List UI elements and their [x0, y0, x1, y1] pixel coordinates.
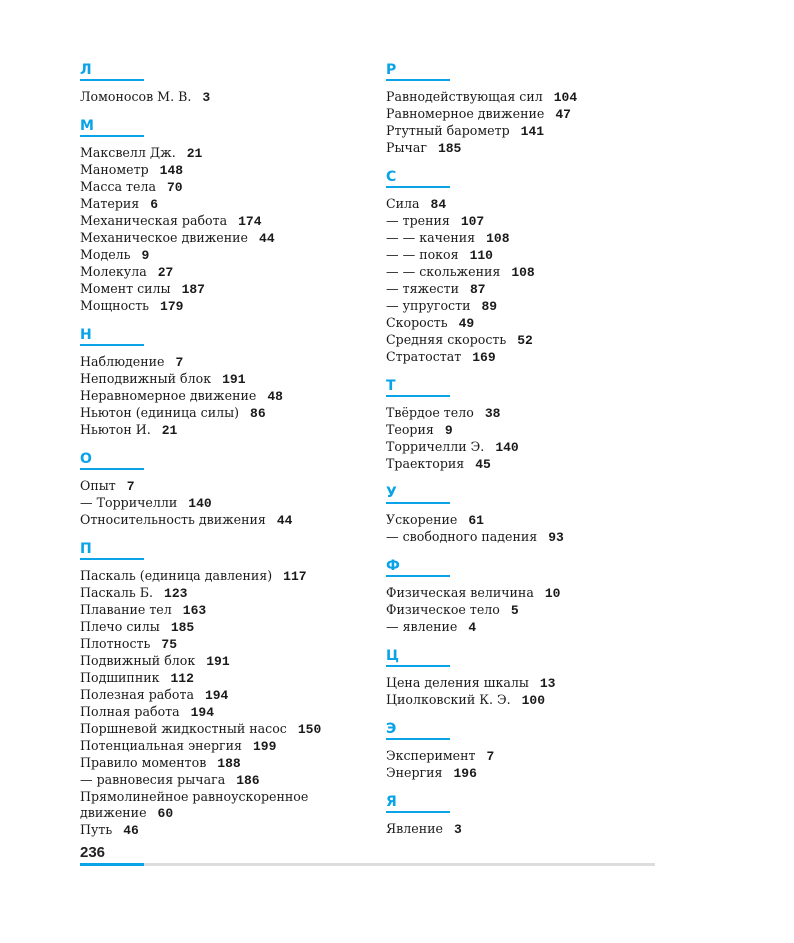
entry-page: 38	[484, 406, 501, 421]
entry-page: 107	[460, 214, 485, 229]
entry-term: Ускорение	[386, 512, 458, 527]
entry-term: Скорость	[386, 315, 448, 330]
index-section	[386, 378, 686, 473]
index-entry	[386, 264, 686, 281]
entry-term: — явление	[386, 619, 458, 634]
entry-page: 191	[206, 654, 230, 669]
index-entry	[386, 196, 686, 213]
entry-page: 188	[217, 756, 241, 771]
entry-page: 7	[486, 749, 495, 764]
section-letter: Э	[386, 721, 450, 740]
entry-page: 3	[202, 90, 211, 105]
index-entry	[80, 145, 370, 162]
entry-page: 4	[468, 620, 477, 635]
entry-term: Масса тела	[80, 179, 156, 194]
index-entry	[80, 354, 370, 371]
index-column-left	[80, 62, 370, 839]
index-entry	[386, 349, 686, 366]
index-entry	[80, 805, 370, 822]
entry-term: — Торричелли	[80, 495, 178, 510]
entry-term: Материя	[80, 196, 140, 211]
entry-term: Механическая работа	[80, 213, 228, 228]
entry-page: 108	[511, 265, 535, 280]
entry-page: 7	[175, 355, 184, 370]
entry-page: 104	[553, 90, 578, 105]
index-section	[80, 62, 370, 106]
entry-term: Рычаг	[386, 140, 427, 155]
entry-page: 163	[182, 603, 207, 618]
entry-term: Неравномерное движение	[80, 388, 257, 403]
entry-page: 44	[259, 231, 275, 246]
entry-term: Модель	[80, 247, 131, 262]
section-letter: С	[386, 169, 450, 188]
entry-term: — упругости	[386, 298, 471, 313]
section-letter: М	[80, 118, 144, 137]
section-letter: У	[386, 485, 450, 504]
index-section	[386, 558, 686, 636]
entry-term: Паскаль Б.	[80, 585, 154, 600]
entry-term: Цена деления шкалы	[386, 675, 529, 690]
entry-term: Энергия	[386, 765, 443, 780]
entry-term: — — покоя	[386, 247, 459, 262]
entry-page: 140	[188, 496, 212, 511]
entry-page: 194	[190, 705, 215, 720]
index-entry	[386, 748, 686, 765]
entry-term: Плотность	[80, 636, 151, 651]
index-entry	[386, 765, 686, 782]
entry-term: Эксперимент	[386, 748, 476, 763]
entry-term: Подшипник	[80, 670, 160, 685]
index-entry	[80, 619, 370, 636]
section-letter: Р	[386, 62, 450, 81]
index-entry	[80, 196, 370, 213]
index-entry	[80, 422, 370, 439]
index-section	[386, 169, 686, 366]
index-entry	[386, 692, 686, 709]
entry-term: — равновесия рычага	[80, 772, 226, 787]
entry-page: 86	[250, 406, 266, 421]
index-entry	[80, 568, 370, 585]
entry-page: 44	[276, 513, 293, 528]
section-letter: Л	[80, 62, 144, 81]
entry-term: Механическое движение	[80, 230, 249, 245]
entry-page: 70	[166, 180, 183, 195]
entry-page: 187	[181, 282, 205, 297]
index-entry	[80, 89, 370, 106]
index-entry	[386, 247, 686, 264]
index-entry	[80, 213, 370, 230]
index-entry	[386, 405, 686, 422]
entry-term: Неподвижный блок	[80, 371, 212, 386]
entry-page: 10	[544, 586, 561, 601]
index-section	[386, 721, 686, 782]
entry-term: Равномерное движение	[386, 106, 545, 121]
index-entry	[386, 140, 686, 157]
index-entry	[80, 162, 370, 179]
index-entry	[80, 388, 370, 405]
entry-page: 47	[555, 107, 571, 122]
entry-term: Торричелли Э.	[386, 439, 485, 454]
index-entry	[386, 298, 686, 315]
entry-page: 9	[141, 248, 150, 263]
index-entry	[386, 213, 686, 230]
index-entry	[386, 619, 686, 636]
entry-page: 199	[253, 739, 277, 754]
entry-page: 48	[267, 389, 283, 404]
entry-page: 84	[430, 197, 447, 212]
entry-page: 6	[150, 197, 159, 212]
entry-page: 123	[164, 586, 188, 601]
entry-page: 21	[161, 423, 178, 438]
page-footer	[80, 845, 655, 866]
index-column-right	[386, 62, 686, 838]
entry-term: Подвижный блок	[80, 653, 196, 668]
entry-term: Прямолинейное равноускоренное	[80, 789, 309, 804]
entry-page: 141	[520, 124, 545, 139]
index-entry	[386, 602, 686, 619]
entry-term: Сила	[386, 196, 420, 211]
entry-term: Ртутный барометр	[386, 123, 510, 138]
entry-page: 52	[517, 333, 533, 348]
entry-term: Явление	[386, 821, 443, 836]
entry-page: 150	[297, 722, 322, 737]
entry-term: Ньютон (единица силы)	[80, 405, 240, 420]
index-entry	[80, 247, 370, 264]
entry-term: Циолковский К. Э.	[386, 692, 511, 707]
entry-page: 100	[521, 693, 546, 708]
index-entry	[80, 789, 370, 805]
index-section	[80, 327, 370, 439]
index-section	[80, 541, 370, 839]
footer-rule	[80, 863, 655, 866]
index-entry	[386, 281, 686, 298]
entry-page: 194	[204, 688, 229, 703]
index-entry	[80, 670, 370, 687]
entry-page: 9	[444, 423, 453, 438]
index-entry	[80, 602, 370, 619]
index-entry	[80, 179, 370, 196]
entry-term: Манометр	[80, 162, 149, 177]
entry-term: Физическая величина	[386, 585, 534, 600]
entry-page: 174	[238, 214, 262, 229]
entry-term: Потенциальная энергия	[80, 738, 242, 753]
entry-term: Правило моментов	[80, 755, 207, 770]
index-entry	[386, 456, 686, 473]
entry-term: — тяжести	[386, 281, 459, 296]
index-entry	[80, 585, 370, 602]
entry-term: Поршневой жидкостный насос	[80, 721, 287, 736]
index-section	[80, 118, 370, 315]
entry-page: 93	[548, 530, 564, 545]
index-entry	[80, 687, 370, 704]
entry-page: 3	[453, 822, 462, 837]
entry-term: Теория	[386, 422, 434, 437]
entry-term: Ломоносов М. В.	[80, 89, 192, 104]
entry-page: 117	[283, 569, 307, 584]
entry-term: Траектория	[386, 456, 465, 471]
index-entry	[386, 512, 686, 529]
entry-term: Равнодействующая сил	[386, 89, 543, 104]
entry-page: 186	[236, 773, 260, 788]
entry-page: 49	[458, 316, 475, 331]
index-entry	[80, 755, 370, 772]
entry-term: Твёрдое тело	[386, 405, 474, 420]
index-entry	[80, 704, 370, 721]
entry-page: 140	[495, 440, 519, 455]
entry-page: 60	[157, 806, 174, 821]
entry-term: — — скольжения	[386, 264, 501, 279]
section-letter: О	[80, 451, 144, 470]
footer-rule-accent	[80, 863, 144, 866]
index-entry	[386, 529, 686, 546]
index-entry	[80, 738, 370, 755]
index-entry	[80, 281, 370, 298]
entry-term: Наблюдение	[80, 354, 165, 369]
entry-term: — — качения	[386, 230, 476, 245]
entry-term: Путь	[80, 822, 113, 837]
section-letter: Ф	[386, 558, 450, 577]
index-entry	[386, 422, 686, 439]
entry-term: движение	[80, 805, 147, 820]
entry-page: 179	[160, 299, 184, 314]
index-entry	[80, 230, 370, 247]
index-entry	[80, 298, 370, 315]
index-section	[386, 485, 686, 546]
entry-page: 169	[472, 350, 496, 365]
entry-term: Стратостат	[386, 349, 462, 364]
index-entry	[80, 371, 370, 388]
index-entry	[386, 821, 686, 838]
entry-page: 191	[222, 372, 246, 387]
section-letter: П	[80, 541, 144, 560]
page-number: 236	[80, 844, 106, 861]
index-section	[386, 648, 686, 709]
index-entry	[386, 230, 686, 247]
entry-term: Плавание тел	[80, 602, 172, 617]
index-entry	[80, 636, 370, 653]
entry-page: 89	[481, 299, 498, 314]
entry-page: 108	[486, 231, 510, 246]
index-entry	[386, 106, 686, 123]
entry-page: 110	[469, 248, 493, 263]
entry-page: 45	[475, 457, 491, 472]
index-section	[386, 794, 686, 838]
index-entry	[80, 721, 370, 738]
entry-page: 46	[123, 823, 139, 838]
entry-term: Момент силы	[80, 281, 171, 296]
section-letter: Т	[386, 378, 450, 397]
entry-page: 7	[126, 479, 135, 494]
entry-term: Паскаль (единица давления)	[80, 568, 273, 583]
index-entry	[80, 264, 370, 281]
entry-page: 5	[510, 603, 519, 618]
entry-term: Относительность движения	[80, 512, 266, 527]
index-entry	[386, 585, 686, 602]
entry-page: 196	[453, 766, 477, 781]
index-entry	[80, 772, 370, 789]
entry-term: — свободного падения	[386, 529, 538, 544]
entry-page: 148	[159, 163, 184, 178]
entry-term: Средняя скорость	[386, 332, 507, 347]
entry-term: Полезная работа	[80, 687, 194, 702]
entry-term: Мощность	[80, 298, 150, 313]
entry-page: 75	[161, 637, 177, 652]
entry-page: 87	[469, 282, 486, 297]
entry-page: 27	[157, 265, 174, 280]
index-entry	[80, 512, 370, 529]
entry-term: — трения	[386, 213, 450, 228]
index-entry	[80, 478, 370, 495]
entry-page: 185	[437, 141, 462, 156]
index-section	[80, 451, 370, 529]
entry-page: 61	[468, 513, 484, 528]
entry-term: Полная работа	[80, 704, 180, 719]
entry-term: Физическое тело	[386, 602, 500, 617]
section-letter: Я	[386, 794, 450, 813]
entry-term: Молекула	[80, 264, 147, 279]
entry-term: Ньютон И.	[80, 422, 151, 437]
entry-page: 13	[539, 676, 556, 691]
entry-page: 185	[170, 620, 195, 635]
index-entry	[386, 89, 686, 106]
entry-term: Максвелл Дж.	[80, 145, 176, 160]
entry-term: Опыт	[80, 478, 116, 493]
index-entry	[386, 439, 686, 456]
entry-term: Плечо силы	[80, 619, 160, 634]
index-entry	[386, 315, 686, 332]
index-section	[386, 62, 686, 157]
index-entry	[386, 332, 686, 349]
entry-page: 112	[170, 671, 194, 686]
index-entry	[80, 405, 370, 422]
index-entry	[386, 675, 686, 692]
section-letter: Н	[80, 327, 144, 346]
index-entry	[386, 123, 686, 140]
entry-page: 21	[186, 146, 203, 161]
index-entry	[80, 653, 370, 670]
index-entry	[80, 495, 370, 512]
section-letter: Ц	[386, 648, 450, 667]
index-entry	[80, 822, 370, 839]
